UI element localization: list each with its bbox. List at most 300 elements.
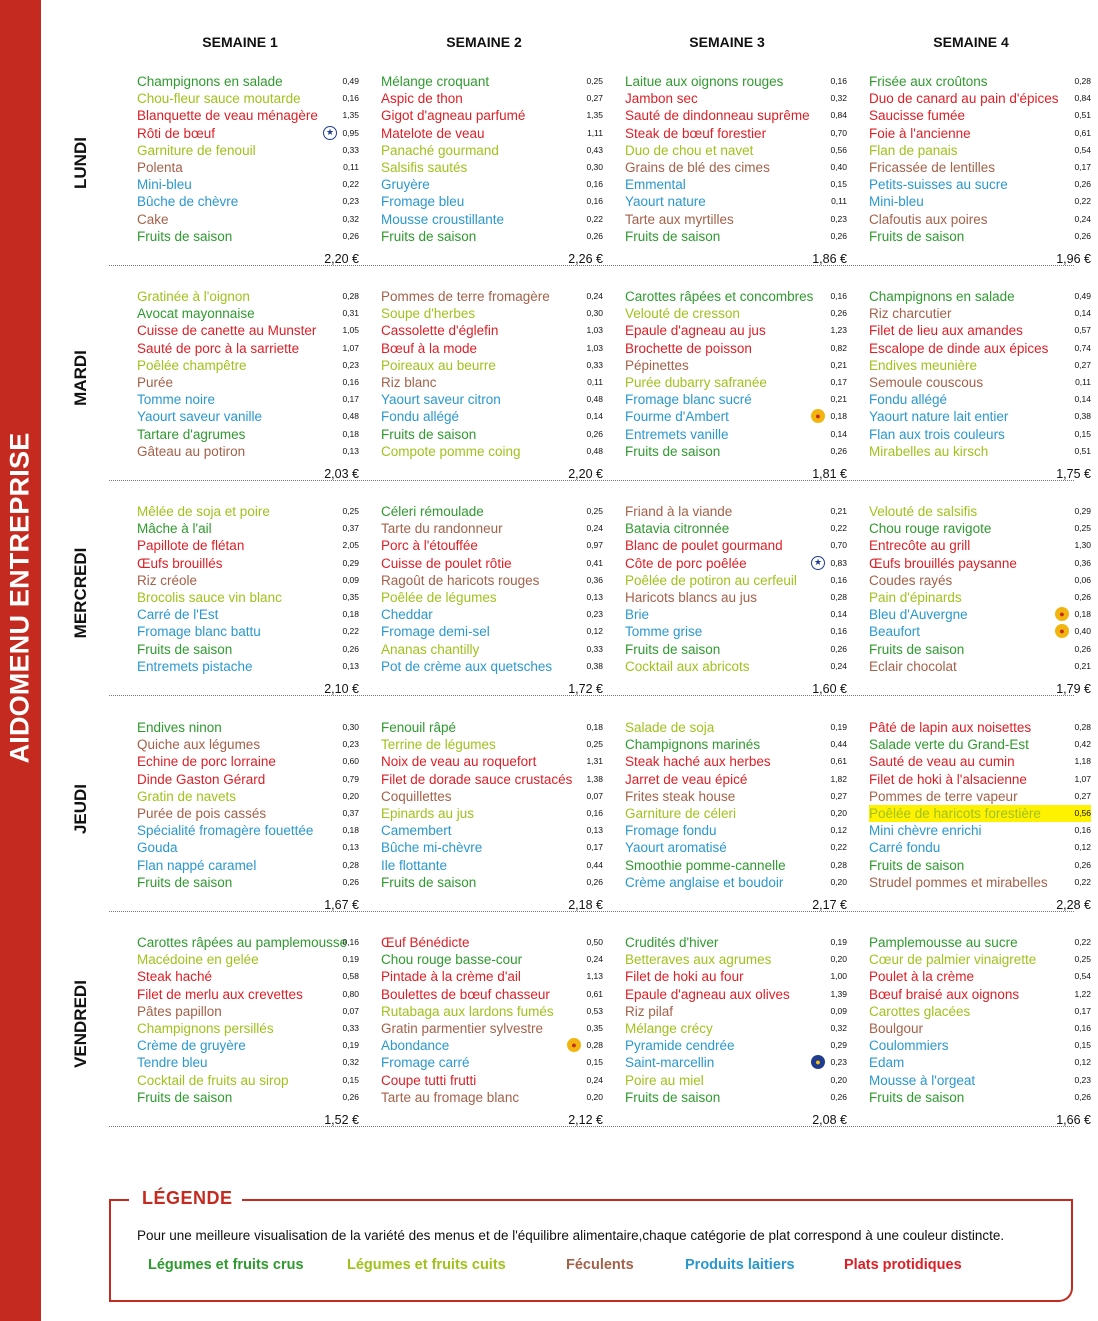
dish-name: Epaule d'agneau aux olives [625,986,790,1002]
menu-item [137,125,359,142]
dish-name: Œufs brouillés [137,555,223,571]
dish-name: Cocktail aux abricots [625,658,750,674]
dish-price: 0,32 [342,1057,359,1068]
day-label-mercredi: MERCREDI [71,547,90,639]
dish-price: 0,20 [830,954,847,965]
menu-item [137,951,359,968]
daily-total: 1,72 € [568,681,603,696]
dish-name: Carré de l'Est [137,607,219,623]
dish-name: Crudités d'hiver [625,935,719,950]
dish-price: 0,29 [1074,506,1091,516]
dish-name: Strudel pommes et mirabelles [869,874,1048,890]
daily-total: 1,79 € [1056,681,1091,696]
dish-price: 0,11 [587,376,603,387]
menu-item [869,736,1091,753]
dish-name: Endives meunière [869,357,978,373]
menu-item [869,968,1091,985]
dish-name: Pot de crème aux quetsches [381,658,553,674]
dish-price: 1,03 [586,325,603,336]
dish-name: Carottes râpées et concombres [625,289,814,304]
menu-cell [869,288,1091,483]
dish-name: Poêlée de haricots forestière [869,805,1041,821]
menu-cell [381,934,603,1129]
dish-price: 0,32 [830,93,847,104]
daily-total-row [869,466,1091,483]
dish-price: 1,35 [342,110,359,121]
dish-name: Laitue aux oignons rouges [625,74,784,89]
dish-price: 1,38 [586,773,603,784]
dish-price: 0,26 [830,230,847,241]
dish-name: Fruits de saison [625,641,721,657]
menu-item [137,193,359,210]
menu-item [625,443,847,460]
menu-item [137,857,359,874]
menu-item [869,1089,1091,1106]
dish-name: Bœuf braisé aux oignons [869,986,1020,1002]
dish-name: Filet de merlu aux crevettes [137,986,303,1002]
menu-item [625,211,847,228]
dish-price: 0,61 [586,988,603,999]
menu-item [625,228,847,245]
menu-item [381,90,603,107]
dish-price: 0,33 [342,144,359,155]
legend-category-lait: Produits laitiers [685,1257,795,1273]
menu-cell [381,503,603,698]
menu-item [381,641,603,658]
dish-name: Tomme grise [625,624,703,640]
menu-item [381,788,603,805]
dish-price: 0,12 [586,626,603,637]
dish-price: 1,07 [1074,773,1091,784]
dish-name: Chou-fleur sauce moutarde [137,91,301,107]
menu-item [137,305,359,322]
legend-category-cru: Légumes et fruits crus [148,1257,304,1273]
dish-price: 0,74 [1074,342,1091,353]
dish-price: 0,38 [586,660,603,671]
dish-name: Poire au miel [625,1072,704,1088]
dish-name: Riz blanc [381,374,437,390]
dish-price: 0,24 [586,291,603,301]
daily-total-row [137,466,359,483]
menu-item [625,408,847,425]
dish-name: Mêlée de soja et poire [137,504,270,519]
dish-name: Bleu d'Auvergne [869,607,968,623]
dish-price: 0,12 [1074,842,1091,853]
legend-title: LÉGENDE [142,1188,233,1208]
dish-price: 0,42 [1074,739,1091,750]
dish-price: 0,22 [1074,937,1091,947]
dish-price: 0,28 [342,859,359,870]
menu-item [381,606,603,623]
dish-price: 1,31 [586,756,603,767]
dish-price: 0,49 [342,76,359,86]
dish-price: 0,26 [1074,179,1091,190]
dish-price: 0,25 [1074,523,1091,534]
dish-price: 0,25 [586,506,603,516]
menu-item [625,589,847,606]
dish-name: Steak haché [137,969,213,985]
menu-item [381,107,603,124]
menu-item [381,857,603,874]
menu-item [625,822,847,839]
dish-name: Terrine de légumes [381,737,496,753]
dish-price: 0,97 [586,540,603,551]
dish-name: Garniture de céleri [625,805,737,821]
dish-price: 0,26 [342,1091,359,1102]
menu-item [137,968,359,985]
menu-item [869,857,1091,874]
dish-name: Mini chèvre enrichi [869,823,982,839]
dish-name: Pâtes papillon [137,1003,222,1019]
dish-price: 0,25 [586,739,603,750]
menu-item [381,839,603,856]
dish-price: 0,26 [586,230,603,241]
dish-price: 0,22 [830,842,847,853]
dish-name: Cœur de palmier vinaigrette [869,952,1037,968]
dish-name: Côte de porc poêlée [625,555,747,571]
dish-price: 0,36 [1074,557,1091,568]
dish-name: Beaufort [869,624,921,640]
menu-item [381,1072,603,1089]
menu-item [869,503,1091,520]
dish-price: 0,83 [830,557,847,568]
menu-item [625,641,847,658]
menu-item [381,374,603,391]
dish-price: 0,60 [342,756,359,767]
dish-price: 0,51 [1074,445,1091,456]
menu-item [381,555,603,572]
menu-item [625,658,847,675]
dish-price: 0,19 [830,722,847,732]
menu-item [869,142,1091,159]
dish-name: Quiche aux légumes [137,737,261,753]
dish-price: 0,37 [342,807,359,818]
dish-name: Pintade à la crème d'ail [381,969,521,985]
menu-item [869,572,1091,589]
menu-item [381,951,603,968]
dish-name: Jambon sec [625,91,698,107]
menu-item [625,968,847,985]
daily-total: 1,81 € [812,466,847,481]
dish-price: 0,22 [342,179,359,190]
dish-name: Fruits de saison [381,228,477,244]
dish-name: Mini-bleu [869,194,924,210]
daily-total-row [137,1112,359,1129]
dish-price: 0,26 [342,876,359,887]
menu-item [625,719,847,736]
menu-item [869,443,1091,460]
dish-price: 0,84 [830,110,847,121]
dish-name: Filet de lieu aux amandes [869,323,1023,339]
menu-item [381,537,603,554]
menu-item [381,1037,603,1054]
menu-item [625,159,847,176]
dish-name: Ragoût de haricots rouges [381,572,540,588]
menu-item [625,572,847,589]
menu-item [625,1054,847,1071]
dish-name: Soupe d'herbes [381,306,476,322]
menu-item [381,771,603,788]
menu-cell [381,73,603,268]
menu-item [137,986,359,1003]
dish-price: 0,21 [1074,660,1091,671]
dish-name: Mâche à l'ail [137,521,212,537]
dish-name: Gratin de navets [137,788,237,804]
dish-price: 0,48 [586,445,603,456]
menu-item [381,211,603,228]
menu-cell [137,503,359,698]
dish-price: 1,39 [830,988,847,999]
dish-name: Filet de hoki au four [625,969,744,985]
dish-name: Entremets vanille [625,426,729,442]
menu-item [137,572,359,589]
dish-price: 0,18 [1074,609,1091,620]
week-header-2: SEMAINE 2 [446,34,522,50]
menu-item [137,1037,359,1054]
menu-item [625,623,847,640]
dish-name: Macédoine en gelée [137,952,259,968]
dish-name: Purée de pois cassés [137,805,267,821]
daily-total: 2,20 € [324,251,359,266]
dish-price: 1,11 [587,127,603,138]
daily-total-row [869,681,1091,698]
dish-price: 0,95 [342,127,359,138]
menu-item [137,503,359,520]
dish-name: Mélange croquant [381,74,490,89]
dish-price: 0,27 [1074,790,1091,801]
dish-price: 0,32 [342,213,359,224]
menu-item [137,228,359,245]
dish-price: 0,15 [830,179,847,190]
dish-price: 0,16 [830,626,847,637]
menu-item [625,305,847,322]
menu-cell [625,719,847,914]
menu-item [625,537,847,554]
dish-price: 0,27 [830,790,847,801]
dish-price: 0,09 [830,1005,847,1016]
day-label-vendredi: VENDREDI [71,980,90,1068]
dish-price: 0,26 [342,643,359,654]
dish-price: 1,00 [830,971,847,982]
dish-price: 0,50 [586,937,603,947]
dish-name: Carré fondu [869,840,941,856]
label-rouge-icon: ★ [323,126,337,140]
dish-price: 0,15 [342,1074,359,1085]
menu-item [625,771,847,788]
dish-name: Petits-suisses au sucre [869,177,1008,193]
dish-price: 0,53 [586,1005,603,1016]
dish-price: 0,22 [1074,196,1091,207]
dish-price: 0,28 [342,291,359,301]
menu-item [137,753,359,770]
menu-item [625,288,847,305]
dish-name: Fruits de saison [869,857,965,873]
dish-name: Gratin parmentier sylvestre [381,1020,544,1036]
menu-item [869,658,1091,675]
dish-price: 0,15 [1074,428,1091,439]
dish-price: 0,37 [342,523,359,534]
menu-item [137,1072,359,1089]
dish-name: Cake [137,211,169,227]
dish-name: Jarret de veau épicé [625,771,748,787]
dish-name: Duo de canard au pain d'épices [869,91,1059,107]
dish-price: 0,13 [342,445,359,456]
dish-price: 0,28 [830,859,847,870]
dish-price: 0,07 [586,790,603,801]
side-banner [0,0,41,1321]
daily-total-row [137,251,359,268]
dish-name: Steak de bœuf forestier [625,125,767,141]
menu-item [625,606,847,623]
dish-price: 0,26 [1074,643,1091,654]
week-header-1: SEMAINE 1 [202,34,278,50]
dish-price: 0,16 [586,807,603,818]
dish-price: 0,22 [586,213,603,224]
menu-item [625,503,847,520]
menu-item [869,357,1091,374]
daily-total-row [381,466,603,483]
dish-price: 0,17 [830,376,847,387]
dish-name: Gigot d'agneau parfumé [381,108,526,124]
menu-item [869,426,1091,443]
dish-name: Camembert [381,823,452,839]
dish-price: 0,43 [586,144,603,155]
menu-item [869,73,1091,90]
dish-price: 0,17 [1074,161,1091,172]
menu-item [137,520,359,537]
menu-item [869,986,1091,1003]
dish-name: Tarte du randonneur [381,521,503,537]
dish-price: 0,26 [1074,859,1091,870]
dish-name: Fruits de saison [137,1089,233,1105]
menu-item [137,555,359,572]
dish-price: 0,35 [342,591,359,602]
menu-item [137,90,359,107]
dish-price: 0,30 [342,722,359,732]
dish-name: Fondu allégé [869,392,948,408]
dish-price: 0,26 [830,445,847,456]
dish-price: 0,06 [1074,574,1091,585]
legend-category-cuit: Légumes et fruits cuits [347,1257,506,1273]
dish-price: 0,27 [586,93,603,104]
menu-item [869,771,1091,788]
menu-item [381,822,603,839]
daily-total-row [625,1112,847,1129]
day-label-mardi: MARDI [71,350,90,406]
menu-item [381,1020,603,1037]
dish-price: 0,15 [586,1057,603,1068]
dish-name: Riz charcutier [869,306,952,322]
dish-price: 0,21 [830,506,847,516]
dish-name: Cocktail de fruits au sirop [137,1072,289,1088]
menu-item [869,589,1091,606]
menu-item [137,641,359,658]
legend-category-prot: Plats protidiques [844,1257,962,1273]
menu-item [137,658,359,675]
dish-price: 0,19 [342,1040,359,1051]
menu-item [869,753,1091,770]
menu-item [137,322,359,339]
menu-item [381,125,603,142]
dish-price: 0,26 [1074,1091,1091,1102]
menu-cell [625,288,847,483]
menu-item [869,374,1091,391]
menu-item [869,788,1091,805]
menu-item [625,839,847,856]
dish-name: Epaule d'agneau au jus [625,323,766,339]
dish-name: Fromage bleu [381,194,465,210]
daily-total-row [869,251,1091,268]
day-label-lundi: LUNDI [71,137,90,189]
dish-name: Ananas chantilly [381,641,480,657]
menu-item [869,822,1091,839]
dish-price: 0,30 [586,161,603,172]
dish-name: Pâté de lapin aux noisettes [869,720,1032,735]
menu-item [625,788,847,805]
dish-name: Riz pilaf [625,1003,674,1019]
menu-item [381,357,603,374]
menu-item [137,211,359,228]
menu-item [869,322,1091,339]
menu-item [381,142,603,159]
dish-price: 0,26 [830,308,847,319]
daily-total-row [381,1112,603,1129]
menu-item [137,374,359,391]
menu-item [381,503,603,520]
menu-item [869,934,1091,951]
dish-name: Sauté de porc à la sarriette [137,340,300,356]
menu-item [625,142,847,159]
menu-item [625,951,847,968]
dish-price: 0,44 [586,859,603,870]
daily-total-row [625,466,847,483]
dish-name: Flan aux trois couleurs [869,426,1005,442]
dish-price: 0,31 [342,308,359,319]
dish-price: 0,54 [1074,971,1091,982]
dish-price: 0,19 [342,954,359,965]
menu-item [625,391,847,408]
dish-name: Blanc de poulet gourmand [625,538,783,554]
aop-seal-icon: ● [1055,607,1069,621]
dish-name: Fruits de saison [625,1089,721,1105]
menu-item [625,374,847,391]
dish-name: Porc à l'étouffée [381,538,478,554]
dish-price: 0,16 [586,196,603,207]
menu-item [137,107,359,124]
menu-item [381,176,603,193]
menu-item [869,193,1091,210]
menu-item [137,408,359,425]
dish-name: Riz créole [137,572,198,588]
menu-item [137,606,359,623]
menu-cell [869,503,1091,698]
menu-item [625,753,847,770]
dish-price: 0,51 [1074,110,1091,121]
dish-price: 0,13 [342,842,359,853]
dish-name: Fromage demi-sel [381,624,490,640]
dish-price: 0,24 [586,954,603,965]
dish-name: Crème de gruyère [137,1038,246,1054]
menu-item [869,555,1091,572]
dish-price: 0,18 [342,825,359,836]
menu-cell [137,719,359,914]
daily-total: 2,10 € [324,681,359,696]
menu-item [381,408,603,425]
dish-name: Flan de panais [869,142,958,158]
dish-price: 1,35 [586,110,603,121]
dish-name: Filet de dorade sauce crustacés [381,771,573,787]
dish-name: Emmental [625,177,686,193]
